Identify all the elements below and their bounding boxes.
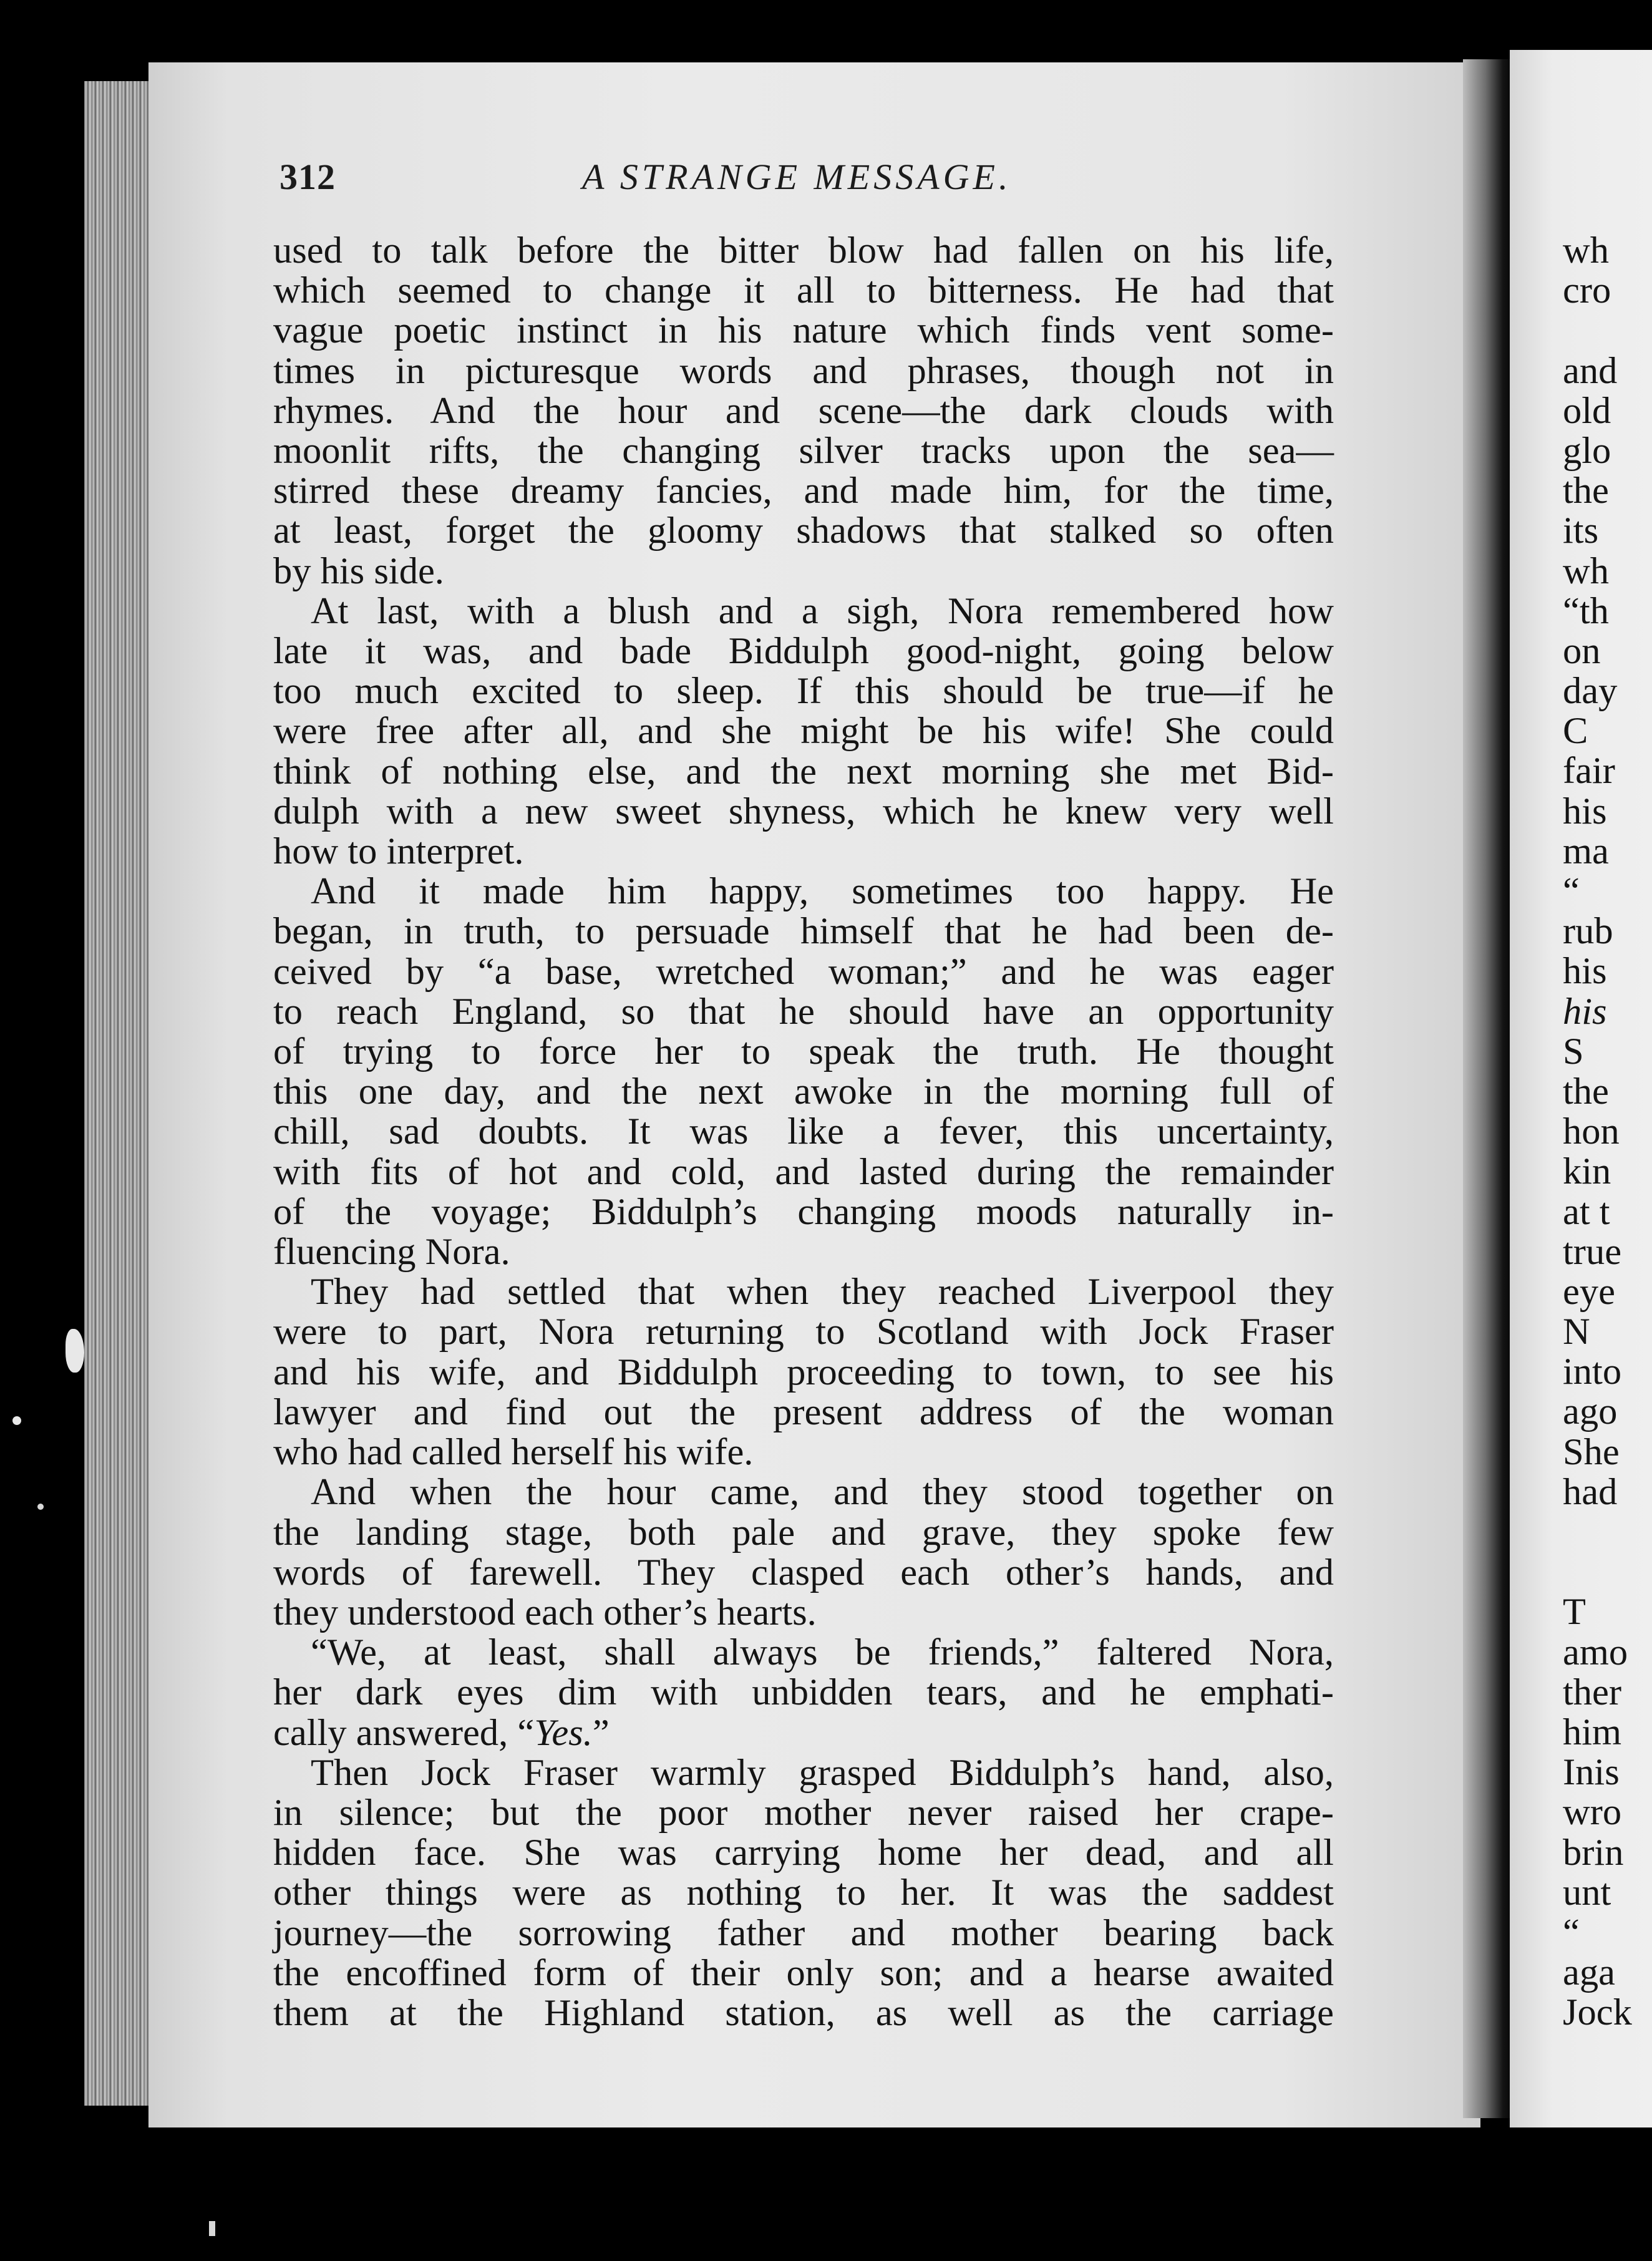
fragment-line: had xyxy=(1563,1471,1618,1513)
paragraph xyxy=(273,231,1334,591)
page-header xyxy=(279,156,1340,206)
fragment-line: at t xyxy=(1563,1190,1610,1233)
running-head: A STRANGE MESSAGE. xyxy=(582,157,1012,197)
fragment-line: its xyxy=(1563,510,1599,552)
fragment-line: kin xyxy=(1563,1150,1611,1193)
fragment-line: eye xyxy=(1563,1270,1615,1313)
fragment-line: glo xyxy=(1563,429,1611,472)
text-line: how to interpret. xyxy=(273,830,524,873)
fragment-line: S xyxy=(1563,1030,1584,1072)
text-line: moonlit rifts, the changing silver tracks upon the sea— xyxy=(273,430,1334,472)
fragment-line: wh xyxy=(1563,550,1609,592)
fragment-line: “th xyxy=(1563,590,1609,632)
paragraph xyxy=(273,1472,1334,1633)
fragment-line: true xyxy=(1563,1230,1622,1273)
fragment-line: the xyxy=(1563,470,1609,512)
text-line: by his side. xyxy=(273,550,444,592)
body-text xyxy=(273,231,1334,2033)
fragment-line: ago xyxy=(1563,1391,1618,1433)
paragraph xyxy=(273,872,1334,1272)
text-line: other things were as nothing to her. It was the saddest xyxy=(273,1872,1334,1914)
fragment-line: day xyxy=(1563,670,1618,712)
fragment-line: T xyxy=(1563,1591,1586,1633)
text-line: were to part, Nora returning to Scotland with Jock Fraser xyxy=(273,1311,1334,1353)
fragment-line: Inis xyxy=(1563,1751,1620,1794)
text-line: late it was, and bade Biddulph good-night, going below xyxy=(273,630,1334,673)
fragment-line: brin xyxy=(1563,1831,1624,1874)
text-line: them at the Highland station, as well as the carriage xyxy=(273,1991,1334,2034)
fragment-line: ther xyxy=(1563,1671,1622,1713)
text-line: at least, forget the gloomy shadows that stalked so often xyxy=(273,510,1334,552)
page-number: 312 xyxy=(279,157,336,197)
paragraph xyxy=(273,1633,1334,1753)
text-line: the landing stage, both pale and grave, they spoke few xyxy=(273,1511,1334,1554)
text-line: this one day, and the next awoke in the morning full of xyxy=(273,1071,1334,1113)
fragment-line: hon xyxy=(1563,1111,1620,1153)
text-line: the encoffined form of their only son; and a hearse awaited xyxy=(273,1952,1334,1994)
text-line: words of farewell. They clasped each other’s hands, and xyxy=(273,1551,1334,1593)
paragraph xyxy=(273,1753,1334,2033)
text-line: her dark eyes dim with unbidden tears, and he emphati- xyxy=(273,1671,1334,1714)
scan-speck xyxy=(37,1504,44,1510)
scan-speck xyxy=(209,2221,215,2236)
text-line: And it made him happy, sometimes too happy. He xyxy=(311,870,1334,913)
fragment-line: “ xyxy=(1563,1911,1580,1953)
fragment-line: his xyxy=(1563,990,1607,1033)
fragment-line xyxy=(1563,1512,1652,1552)
fragment-line: fair xyxy=(1563,750,1615,792)
fragment-line: cro xyxy=(1563,270,1611,312)
scan-speck xyxy=(66,1329,84,1373)
fragment-line: on xyxy=(1563,630,1601,672)
fragment-line: his xyxy=(1563,950,1607,993)
text-line: ceived by “a base, wretched woman;” and he was eager xyxy=(273,950,1334,993)
text-line: and his wife, and Biddulph proceeding to town, to see his xyxy=(273,1351,1334,1393)
fragment-line: wh xyxy=(1563,231,1609,271)
fragment-line: rub xyxy=(1563,910,1613,953)
book-gutter xyxy=(1463,59,1513,2118)
text-line: chill, sad doubts. It was like a fever, this uncertainty, xyxy=(273,1111,1334,1153)
text-line: vague poetic instinct in his nature which finds vent some- xyxy=(273,309,1334,352)
emphasis: Yes. xyxy=(534,1711,593,1754)
text-line: They had settled that when they reached Liverpool they xyxy=(311,1271,1334,1313)
text-line: “We, at least, shall always be friends,” faltered Nora, xyxy=(311,1631,1334,1674)
text-line: to reach England, so that he should have an opportunity xyxy=(273,990,1334,1033)
scan-speck xyxy=(12,1416,21,1425)
fragment-line: Jock xyxy=(1563,1991,1632,2033)
text-line: At last, with a blush and a sigh, Nora remembered how xyxy=(311,590,1334,632)
fragment-line xyxy=(1563,1552,1652,1592)
text-line: fluencing Nora. xyxy=(273,1231,510,1273)
fragment-line: his xyxy=(1563,790,1607,832)
fragment-line: into xyxy=(1563,1351,1622,1393)
text-line: rhymes. And the hour and scene—the dark clouds with xyxy=(273,389,1334,432)
fragment-line: “ xyxy=(1563,870,1580,912)
fragment-line: aga xyxy=(1563,1952,1615,1994)
text-line: lawyer and find out the present address of the woman xyxy=(273,1391,1334,1433)
text-line: began, in truth, to persuade himself that he had been de- xyxy=(273,910,1334,953)
paragraph xyxy=(273,1272,1334,1472)
text-line: times in picturesque words and phrases, though not in xyxy=(273,349,1334,392)
text-line: think of nothing else, and the next morning she met Bid- xyxy=(273,750,1334,792)
fragment-line: the xyxy=(1563,1070,1609,1112)
text-line: were free after all, and she might be his wife! She could xyxy=(273,710,1334,752)
fragment-line: ma xyxy=(1563,830,1609,872)
text-line: And when the hour came, and they stood together on xyxy=(311,1471,1334,1514)
text-line: with fits of hot and cold, and lasted during the remainder xyxy=(273,1150,1334,1193)
fragment-line: C xyxy=(1563,710,1588,752)
fragment-line: unt xyxy=(1563,1871,1611,1913)
text-line xyxy=(273,1713,1334,1753)
text-line: which seemed to change it all to bitterness. He had that xyxy=(273,270,1334,312)
text-line: journey—the sorrowing father and mother bearing back xyxy=(273,1912,1334,1954)
text-line: too much excited to sleep. If this should be true—if he xyxy=(273,670,1334,712)
fragment-line: old xyxy=(1563,389,1611,432)
text-line: dulph with a new sweet shyness, which he knew very well xyxy=(273,790,1334,832)
fragment-line xyxy=(1563,311,1652,351)
text-fragment: ” xyxy=(592,1711,610,1754)
right-page-fragments xyxy=(1563,231,1652,2033)
fragment-line: She xyxy=(1563,1431,1620,1473)
fragment-line: N xyxy=(1563,1311,1590,1353)
text-line: hidden face. She was carrying home her dead, and all xyxy=(273,1832,1334,1874)
text-line: in silence; but the poor mother never raised her crape- xyxy=(273,1791,1334,1834)
fragment-line: wro xyxy=(1563,1791,1622,1834)
paragraph xyxy=(273,591,1334,872)
text-line: they understood each other’s hearts. xyxy=(273,1591,817,1633)
text-line: stirred these dreamy fancies, and made him, for the time, xyxy=(273,470,1334,512)
text-line: of trying to force her to speak the truth. He thought xyxy=(273,1031,1334,1073)
text-fragment: cally answered, “ xyxy=(273,1711,535,1754)
fragment-line: amo xyxy=(1563,1631,1628,1673)
fragment-line: and xyxy=(1563,349,1618,392)
text-line: used to talk before the bitter blow had fallen on his life, xyxy=(273,230,1334,271)
text-line: of the voyage; Biddulph’s changing moods naturally in- xyxy=(273,1190,1334,1233)
fragment-line: him xyxy=(1563,1711,1622,1753)
text-line: who had called herself his wife. xyxy=(273,1431,754,1474)
page-edges xyxy=(84,81,153,2106)
text-line: Then Jock Fraser warmly grasped Biddulph’s hand, also, xyxy=(311,1751,1334,1794)
